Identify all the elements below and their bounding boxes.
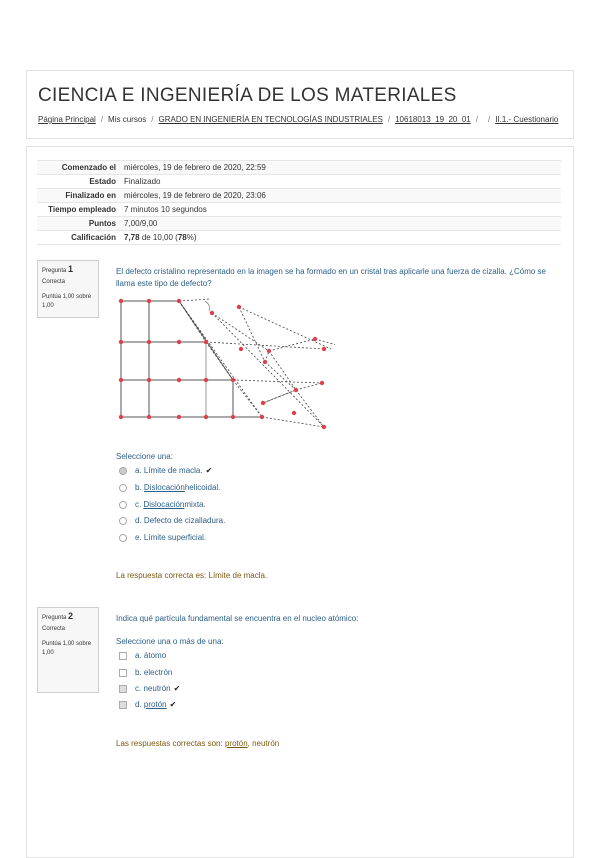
diagram-dashed-lattice: [179, 299, 335, 427]
summary-row-grade: Calificación 7,78 de 10,00 (78%): [37, 231, 561, 245]
radio-button[interactable]: [119, 467, 127, 475]
breadcrumb-home[interactable]: Página Principal: [38, 115, 96, 124]
question-2-prompt: Seleccione una o más de una:: [116, 637, 224, 646]
breadcrumb: Página Principal / Mis cursos / GRADO EN INGENIERÍA EN TECNOLOGÍAS INDUSTRIALES / 10618013_19_20_01 / / II.1.- Cuestionario: [38, 115, 559, 124]
checkbox[interactable]: [119, 652, 127, 660]
summary-row: Estado Finalizado: [37, 175, 561, 189]
check-icon: ✔: [205, 466, 213, 475]
q1-option-b[interactable]: b. Dislocación helicoidal.: [119, 483, 220, 492]
attempt-summary-table: [37, 160, 561, 245]
question-2-info: Pregunta 2 Correcta Puntúa 1,00 sobre 1,00: [37, 607, 99, 693]
grade-value: 7,78: [124, 233, 140, 242]
question-1-text: El defecto cristalino representado en la imagen se ha formado en un cristal tras aplicarle una fuerza de cizalla. ¿Cómo se llama este tipo de defecto?: [116, 267, 547, 288]
q1-option-a[interactable]: a. Límite de macla. ✔: [119, 466, 212, 475]
q2-option-a[interactable]: a. átomo: [119, 651, 166, 660]
q1-option-e[interactable]: e. Límite superficial.: [119, 533, 206, 542]
q2-option-b[interactable]: b. electrón: [119, 668, 172, 677]
q1-option-d[interactable]: d. Defecto de cizalladura.: [119, 516, 225, 525]
radio-button[interactable]: [119, 517, 127, 525]
q1-option-c[interactable]: c. Dislocación mixta.: [119, 500, 206, 509]
q2-option-c[interactable]: c. neutrón ✔: [119, 684, 180, 693]
diagram-arc: [205, 301, 210, 311]
question-2-feedback: Las respuestas correctas son: protón, neutrón: [116, 739, 280, 748]
checkbox[interactable]: [119, 685, 127, 693]
q2-option-d[interactable]: d. protón ✔: [119, 700, 176, 709]
radio-button[interactable]: [119, 534, 127, 542]
checkbox[interactable]: [119, 701, 127, 709]
question-1-prompt: Seleccione una:: [116, 452, 173, 461]
breadcrumb-degree[interactable]: GRADO EN INGENIERÍA EN TECNOLOGÍAS INDUSTRIALES: [158, 115, 383, 124]
question-1-feedback: La respuesta correcta es: Límite de macla.: [116, 571, 268, 580]
summary-row: Puntos 7,00/9,00: [37, 217, 561, 231]
breadcrumb-my-courses[interactable]: Mis cursos: [108, 115, 147, 124]
radio-button[interactable]: [119, 501, 127, 509]
question-1-info: Pregunta 1 Correcta Puntúa 1,00 sobre 1,00: [37, 260, 99, 318]
diagram-atoms: [119, 299, 335, 429]
check-icon: ✔: [169, 700, 177, 709]
breadcrumb-quiz[interactable]: II.1.- Cuestionario: [495, 115, 559, 124]
breadcrumb-course-code[interactable]: 10618013_19_20_01: [395, 115, 471, 124]
summary-row: Comenzado el miércoles, 19 de febrero de 2020, 22:59: [37, 161, 561, 175]
quiz-review-panel: [26, 146, 574, 858]
check-icon: ✔: [173, 684, 181, 693]
course-title: CIENCIA E INGENIERÍA DE LOS MATERIALES: [38, 85, 457, 106]
question-2-text: Indica qué partícula fundamental se encuentra en el nucleo atómico:: [116, 614, 359, 623]
twin-boundary-diagram: [115, 297, 335, 437]
summary-row: Tiempo empleado 7 minutos 10 segundos: [37, 203, 561, 217]
page-header: [26, 70, 574, 139]
summary-row: Finalizado en miércoles, 19 de febrero de 2020, 23:06: [37, 189, 561, 203]
checkbox[interactable]: [119, 669, 127, 677]
radio-button[interactable]: [119, 484, 127, 492]
